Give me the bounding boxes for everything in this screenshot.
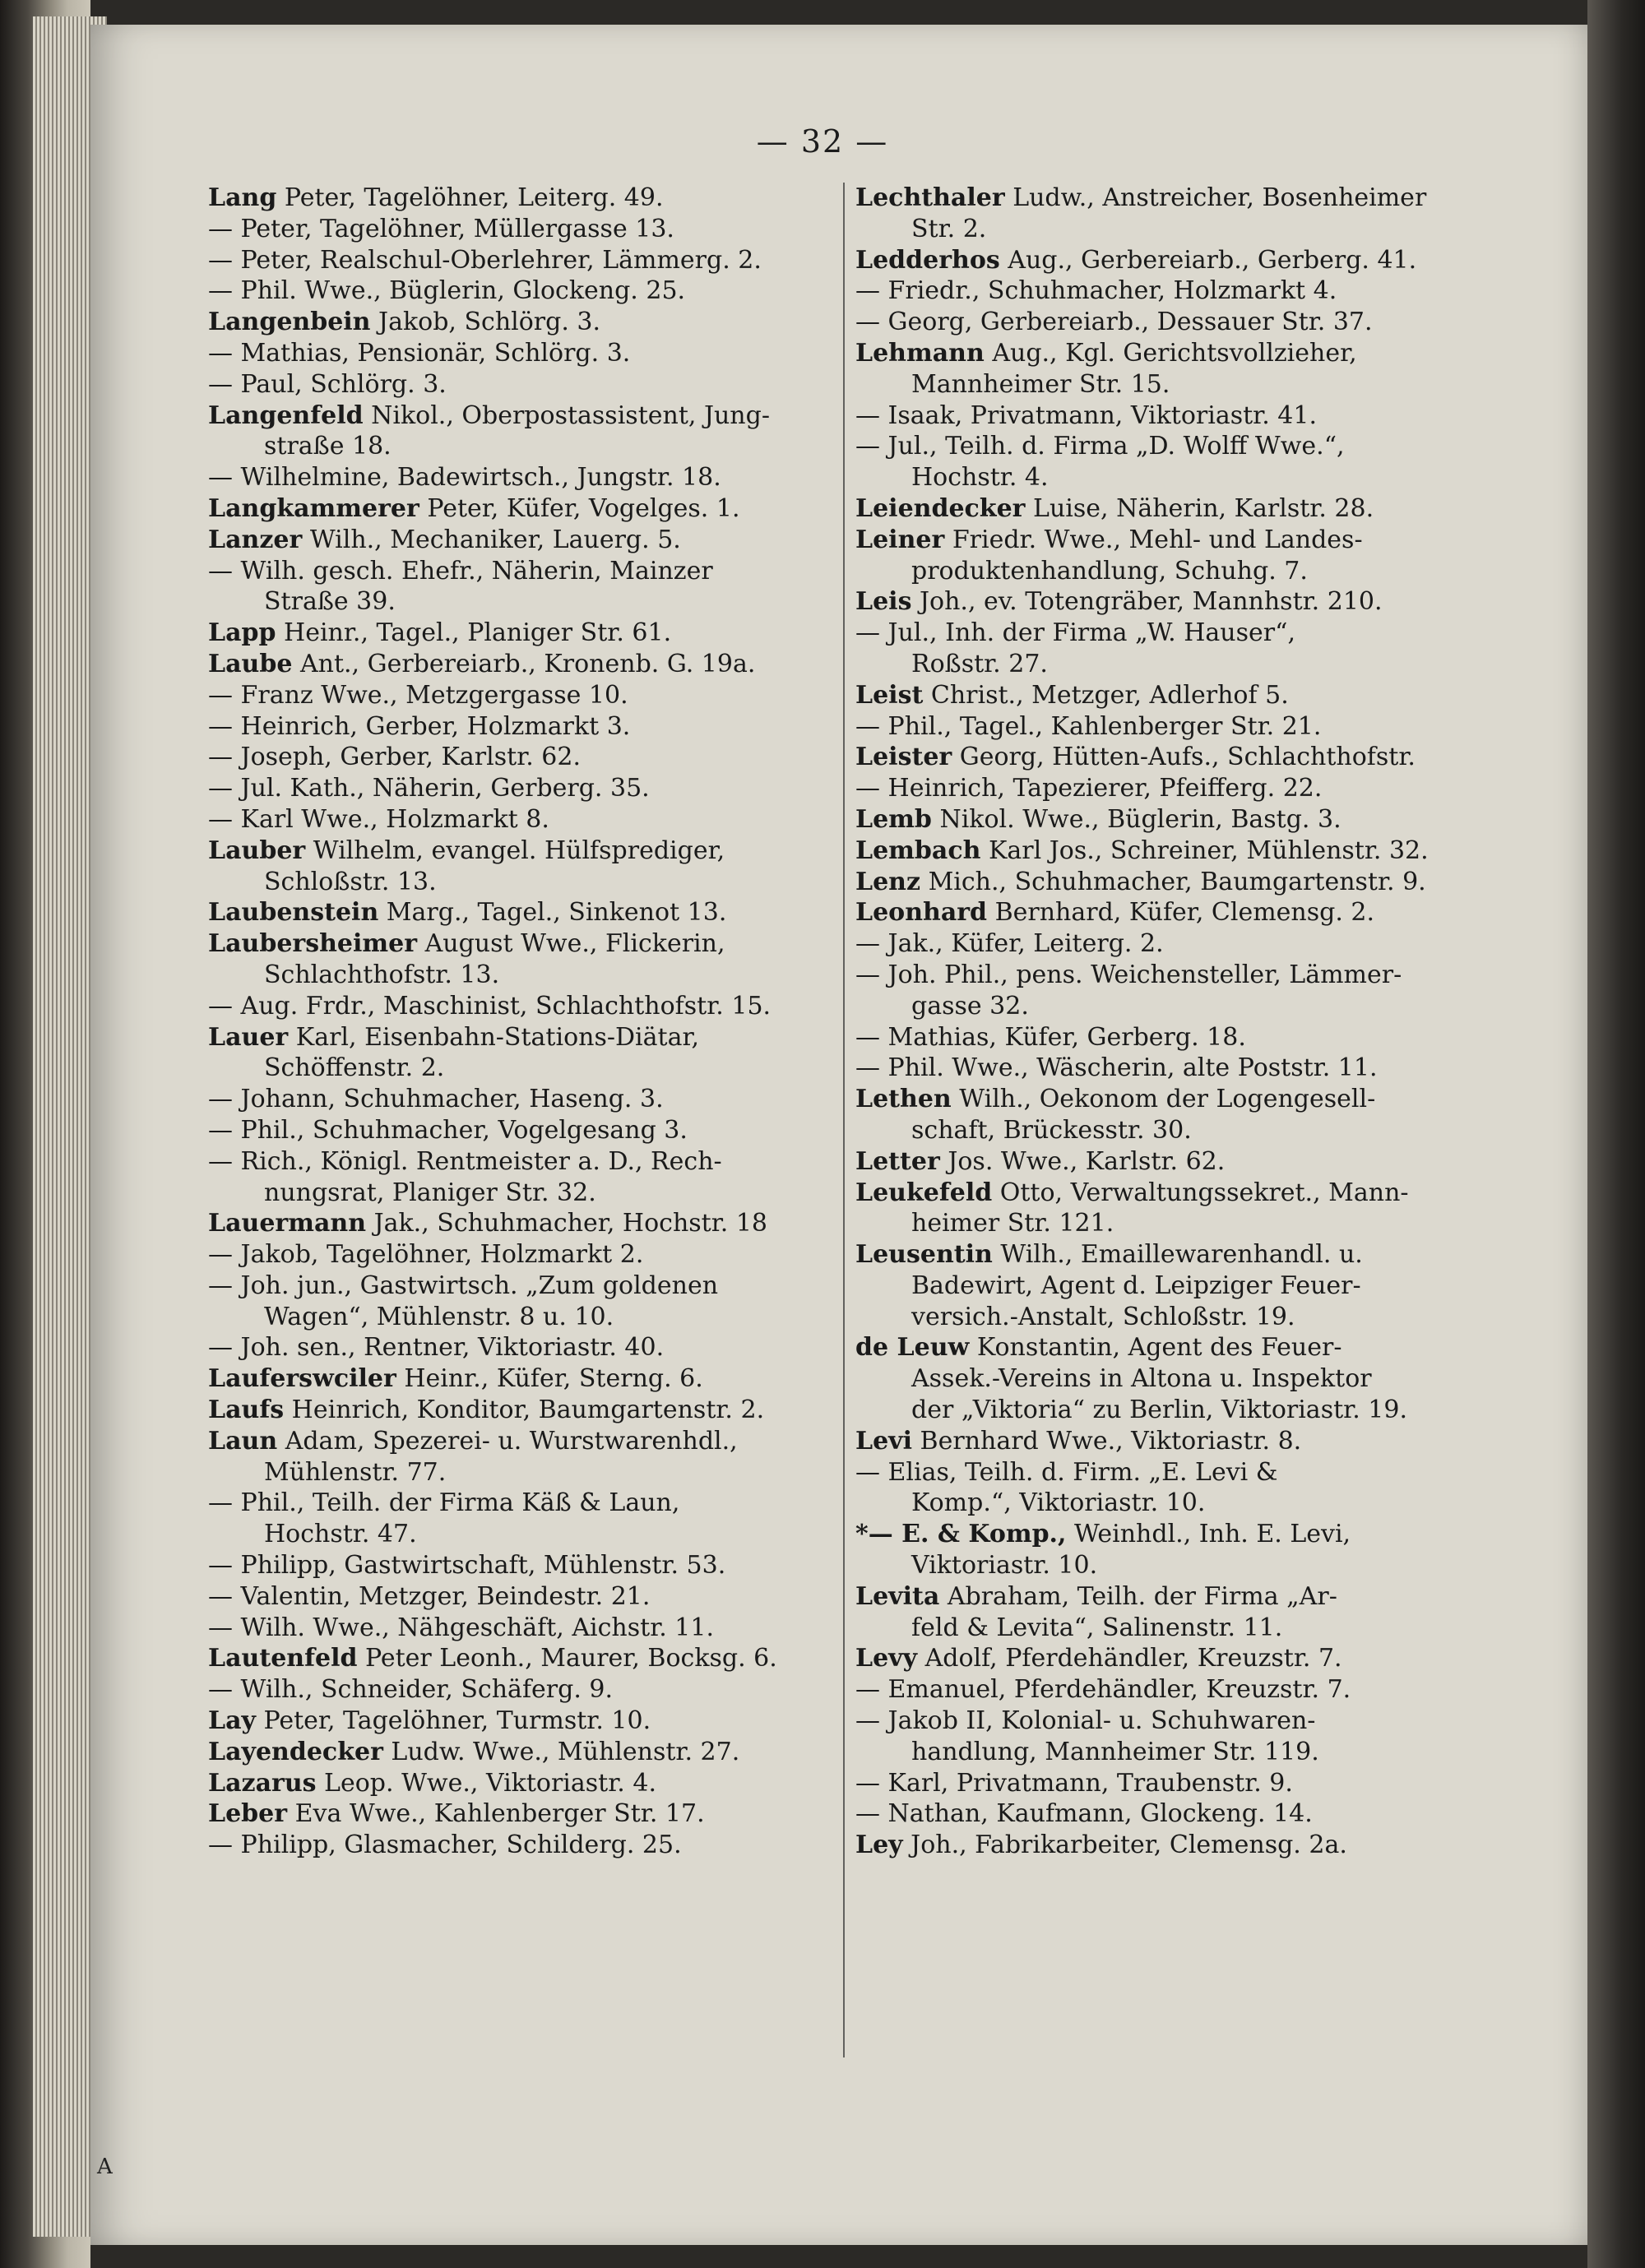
directory-entry: [855, 742, 1497, 773]
directory-entry: [855, 1178, 1497, 1209]
directory-entry: [855, 400, 1497, 432]
entry-details: Ant., Gerbereiarb., Kronenb. G. 19a.: [292, 649, 756, 678]
directory-entry: [208, 1115, 850, 1146]
entry-details: feld & Levita“, Salinenstr. 11.: [911, 1613, 1283, 1642]
directory-entry: [855, 618, 1497, 649]
directory-entry: [855, 897, 1497, 928]
directory-entry: [208, 400, 850, 432]
directory-entry: [208, 1768, 850, 1799]
entry-details: gasse 32.: [911, 991, 1029, 1021]
entry-continuation: [855, 649, 1497, 680]
entry-details: Marg., Tagel., Sinkenot 13.: [378, 898, 727, 928]
entry-surname: Lemb: [855, 804, 932, 834]
directory-entry: [855, 1146, 1497, 1178]
entry-surname: Leiendecker: [855, 493, 1026, 523]
entry-details: heimer Str. 121.: [911, 1209, 1114, 1238]
entry-details: — Karl Wwe., Holzmarkt 8.: [208, 804, 549, 834]
directory-entry: [208, 1613, 850, 1644]
directory-entry: [208, 214, 850, 245]
directory-entry: [208, 1084, 850, 1115]
entry-details: Weinhdl., Inh. E. Levi,: [1066, 1520, 1351, 1549]
directory-entry: [208, 183, 850, 214]
entry-details: Joh., Fabrikarbeiter, Clemensg. 2a.: [902, 1831, 1347, 1860]
entry-continuation: [855, 1115, 1497, 1146]
entry-details: — Paul, Schlörg. 3.: [208, 369, 447, 399]
entry-details: Adolf, Pferdehändler, Kreuzstr. 7.: [917, 1644, 1342, 1673]
entry-details: Peter, Küfer, Vogelges. 1.: [419, 493, 740, 523]
entry-details: Komp.“, Viktoriastr. 10.: [911, 1488, 1206, 1518]
entry-details: produktenhandlung, Schuhg. 7.: [911, 556, 1308, 586]
entry-surname: Lazarus: [208, 1768, 317, 1798]
directory-entry: [208, 556, 850, 587]
directory-entry: [855, 493, 1497, 525]
entry-continuation: [855, 462, 1497, 493]
directory-entry: [208, 1426, 850, 1457]
entry-surname: Lautenfeld: [208, 1644, 358, 1673]
entry-surname: Leister: [855, 743, 952, 772]
entry-details: Nikol., Oberpostassistent, Jung-: [363, 400, 770, 430]
entry-surname: Laubersheimer: [208, 929, 418, 959]
directory-entry: [208, 1022, 850, 1053]
entry-details: Heinr., Küfer, Sterng. 6.: [396, 1364, 703, 1394]
entry-details: Joh., ev. Totengräber, Mannhstr. 210.: [911, 587, 1383, 617]
entry-details: — Jakob, Tagelöhner, Holzmarkt 2.: [208, 1240, 644, 1270]
entry-details: — Valentin, Metzger, Beindestr. 21.: [208, 1581, 651, 1611]
directory-entry: [208, 804, 850, 835]
directory-entry: [208, 1674, 850, 1706]
entry-surname: Leist: [855, 680, 924, 710]
entry-details: Mannheimer Str. 15.: [911, 369, 1170, 399]
entry-details: Mühlenstr. 77.: [264, 1457, 447, 1487]
right-page-edge: [1587, 0, 1645, 2268]
right-column: [855, 183, 1497, 1861]
entry-surname: Ledderhos: [855, 245, 1000, 275]
directory-entry: [208, 1208, 850, 1239]
entry-details: — Phil., Schuhmacher, Vogelgesang 3.: [208, 1115, 688, 1145]
entry-continuation: [208, 1302, 850, 1333]
entry-details: Aug., Gerbereiarb., Gerberg. 41.: [999, 245, 1417, 275]
directory-entry: [855, 773, 1497, 804]
entry-details: — Joseph, Gerber, Karlstr. 62.: [208, 743, 582, 772]
entry-continuation: [855, 1737, 1497, 1768]
entry-details: Jak., Schuhmacher, Hochstr. 18: [366, 1209, 768, 1238]
directory-entry: [208, 711, 850, 743]
entry-details: — Peter, Realschul-Oberlehrer, Lämmerg. 2.: [208, 245, 762, 275]
entry-continuation: [855, 1613, 1497, 1644]
entry-surname: Levy: [855, 1644, 918, 1673]
entry-details: — Nathan, Kaufmann, Glockeng. 14.: [855, 1799, 1313, 1829]
entry-details: — Joh. jun., Gastwirtsch. „Zum goldenen: [208, 1271, 719, 1300]
directory-entry: [855, 586, 1497, 618]
directory-entry: [208, 742, 850, 773]
entry-details: Ludw. Wwe., Mühlenstr. 27.: [382, 1737, 740, 1766]
entry-details: Viktoriastr. 10.: [911, 1551, 1098, 1581]
entry-details: Peter, Tagelöhner, Turmstr. 10.: [255, 1706, 651, 1736]
entry-surname: Lang: [208, 183, 277, 212]
directory-entry: [855, 525, 1497, 556]
directory-entry: [208, 369, 850, 400]
entry-surname: *— E. & Komp.,: [855, 1520, 1067, 1549]
entry-details: Friedr. Wwe., Mehl- und Landes-: [944, 525, 1363, 554]
entry-surname: Langkammerer: [208, 493, 419, 523]
directory-entry: [208, 462, 850, 493]
entry-surname: Langenfeld: [208, 400, 364, 430]
entry-surname: Leusentin: [855, 1240, 993, 1270]
directory-entry: [208, 1363, 850, 1395]
entry-details: Heinrich, Konditor, Baumgartenstr. 2.: [284, 1396, 765, 1425]
directory-entry: [855, 804, 1497, 835]
entry-details: — Elias, Teilh. d. Firm. „E. Levi &: [855, 1457, 1278, 1487]
directory-entry: [855, 928, 1497, 960]
entry-details: — Karl, Privatmann, Traubenstr. 9.: [855, 1768, 1293, 1798]
entry-details: — Philipp, Glasmacher, Schilderg. 25.: [208, 1831, 682, 1860]
directory-entry: [208, 1332, 850, 1363]
entry-details: Wilh., Mechaniker, Lauerg. 5.: [302, 525, 681, 554]
entry-surname: Laufs: [208, 1396, 285, 1425]
entry-details: Hochstr. 47.: [264, 1520, 417, 1549]
directory-entry: [855, 1239, 1497, 1271]
directory-entry: [208, 680, 850, 711]
entry-details: Jakob, Schlörg. 3.: [370, 308, 601, 337]
entry-details: — Philipp, Gastwirtschaft, Mühlenstr. 53.: [208, 1551, 726, 1581]
entry-details: — Isaak, Privatmann, Viktoriastr. 41.: [855, 400, 1317, 430]
directory-entry: [208, 1395, 850, 1426]
entry-surname: Laube: [208, 649, 293, 678]
entry-continuation: [855, 1271, 1497, 1302]
entry-surname: Laubenstein: [208, 898, 379, 928]
directory-entry: [208, 649, 850, 680]
entry-surname: Lauber: [208, 835, 306, 865]
entry-continuation: [855, 1363, 1497, 1395]
entry-details: Heinr., Tagel., Planiger Str. 61.: [276, 618, 672, 648]
directory-entry: [208, 338, 850, 369]
entry-surname: Levi: [855, 1426, 913, 1456]
entry-details: der „Viktoria“ zu Berlin, Viktoriastr. 19.: [911, 1396, 1407, 1425]
entry-details: Wilhelm, evangel. Hülfsprediger,: [305, 835, 725, 865]
directory-entry: [208, 1488, 850, 1519]
directory-entry: [855, 245, 1497, 276]
entry-details: — Joh. sen., Rentner, Viktoriastr. 40.: [208, 1333, 665, 1363]
entry-surname: Lechthaler: [855, 183, 1005, 212]
entry-continuation: [855, 556, 1497, 587]
entry-details: August Wwe., Flickerin,: [417, 929, 725, 959]
directory-entry: [855, 1768, 1497, 1799]
entry-continuation: [208, 586, 850, 618]
entry-details: Jos. Wwe., Karlstr. 62.: [939, 1146, 1226, 1176]
directory-entry: [208, 307, 850, 338]
entry-surname: Lehmann: [855, 338, 985, 368]
entry-continuation: [208, 867, 850, 898]
directory-entry: [855, 1798, 1497, 1830]
entry-details: straße 18.: [264, 432, 392, 461]
directory-entry: [208, 991, 850, 1022]
entry-details: Bernhard Wwe., Viktoriastr. 8.: [912, 1426, 1302, 1456]
directory-entry: [208, 1643, 850, 1674]
directory-entry: [208, 1581, 850, 1613]
entry-details: — Peter, Tagelöhner, Müllergasse 13.: [208, 214, 674, 243]
directory-entry: [855, 338, 1497, 369]
directory-entry: [855, 1674, 1497, 1706]
entry-details: Mich., Schuhmacher, Baumgartenstr. 9.: [920, 867, 1426, 896]
entry-details: — Emanuel, Pferdehändler, Kreuzstr. 7.: [855, 1675, 1351, 1705]
entry-details: Georg, Hütten-Aufs., Schlachthofstr.: [952, 743, 1416, 772]
directory-entry: [855, 867, 1497, 898]
directory-entry: [855, 307, 1497, 338]
entry-continuation: [208, 1053, 850, 1084]
entry-details: — Heinrich, Gerber, Holzmarkt 3.: [208, 711, 631, 741]
directory-entry: [208, 1830, 850, 1861]
page-number: — 32 —: [756, 123, 889, 160]
directory-entry: [208, 1271, 850, 1302]
entry-surname: Lay: [208, 1706, 256, 1736]
directory-entry: [208, 493, 850, 525]
entry-surname: Lauer: [208, 1022, 289, 1052]
entry-surname: Lembach: [855, 835, 981, 865]
directory-entry: [855, 1332, 1497, 1363]
entry-details: — Jul., Inh. der Firma „W. Hauser“,: [855, 618, 1295, 648]
entry-details: — Phil. Wwe., Wäscherin, alte Poststr. 11.: [855, 1053, 1378, 1083]
directory-entry: [855, 1706, 1497, 1737]
entry-surname: Lenz: [855, 867, 921, 896]
entry-details: — Wilh., Schneider, Schäferg. 9.: [208, 1675, 614, 1705]
entry-details: — Phil. Wwe., Büglerin, Glockeng. 25.: [208, 276, 686, 306]
entry-continuation: [208, 960, 850, 991]
entry-details: — Georg, Gerbereiarb., Dessauer Str. 37.: [855, 308, 1373, 337]
entry-details: — Wilhelmine, Badewirtsch., Jungstr. 18.: [208, 463, 721, 493]
entry-details: versich.-Anstalt, Schloßstr. 19.: [911, 1302, 1295, 1331]
entry-continuation: [855, 1488, 1497, 1519]
entry-continuation: [855, 369, 1497, 400]
entry-details: — Jakob II, Kolonial- u. Schuhwaren-: [855, 1706, 1316, 1736]
directory-entry: [208, 835, 850, 867]
directory-entry: [855, 1022, 1497, 1053]
entry-details: Wilh., Emaillewarenhandl. u.: [992, 1240, 1363, 1270]
directory-entry: [208, 773, 850, 804]
entry-surname: Leiner: [855, 525, 945, 554]
entry-details: Straße 39.: [264, 587, 396, 617]
directory-entry: [855, 1426, 1497, 1457]
entry-details: — Phil., Tagel., Kahlenberger Str. 21.: [855, 711, 1322, 741]
entry-details: Konstantin, Agent des Feuer-: [969, 1333, 1342, 1363]
entry-details: Peter Leonh., Maurer, Bocksg. 6.: [357, 1644, 777, 1673]
entry-details: Schöffenstr. 2.: [264, 1053, 445, 1083]
entry-details: Schloßstr. 13.: [264, 867, 437, 896]
directory-entry: [855, 1643, 1497, 1674]
entry-details: Aug., Kgl. Gerichtsvollzieher,: [984, 338, 1357, 368]
entry-details: — Jul. Kath., Näherin, Gerberg. 35.: [208, 774, 650, 803]
directory-entry: [855, 183, 1497, 214]
entry-continuation: [855, 1550, 1497, 1581]
directory-entry: [208, 618, 850, 649]
entry-details: Abraham, Teilh. der Firma „Ar-: [939, 1581, 1337, 1611]
entry-details: Otto, Verwaltungssekret., Mann-: [992, 1178, 1409, 1207]
entry-details: Wilh., Oekonom der Logengesell-: [951, 1085, 1376, 1114]
left-column: [208, 183, 850, 1861]
entry-surname: Leis: [855, 587, 912, 617]
entry-details: — Wilh. gesch. Ehefr., Näherin, Mainzer: [208, 556, 713, 586]
directory-entry: [208, 1737, 850, 1768]
entry-surname: Lapp: [208, 618, 276, 648]
entry-details: — Friedr., Schuhmacher, Holzmarkt 4.: [855, 276, 1337, 306]
entry-surname: Leber: [208, 1799, 288, 1829]
entry-surname: de Leuw: [855, 1333, 970, 1363]
entry-details: — Phil., Teilh. der Firma Käß & Laun,: [208, 1488, 680, 1518]
directory-entry: [855, 275, 1497, 307]
entry-details: — Mathias, Küfer, Gerberg. 18.: [855, 1022, 1246, 1052]
entry-details: — Mathias, Pensionär, Schlörg. 3.: [208, 338, 631, 368]
directory-entry: [208, 1550, 850, 1581]
entry-details: Karl Jos., Schreiner, Mühlenstr. 32.: [980, 835, 1429, 865]
entry-details: — Aug. Frdr., Maschinist, Schlachthofstr. 15.: [208, 991, 772, 1021]
entry-surname: Letter: [855, 1146, 940, 1176]
entry-details: — Wilh. Wwe., Nähgeschäft, Aichstr. 11.: [208, 1613, 715, 1642]
directory-entry: [855, 835, 1497, 867]
directory-entry: [855, 711, 1497, 743]
entry-surname: Lanzer: [208, 525, 303, 554]
entry-details: — Rich., Königl. Rentmeister a. D., Rech-: [208, 1146, 722, 1176]
directory-entry: [855, 431, 1497, 462]
entry-surname: Levita: [855, 1581, 940, 1611]
entry-details: Bernhard, Küfer, Clemensg. 2.: [987, 898, 1375, 928]
entry-details: Adam, Spezerei- u. Wurstwarenhdl.,: [277, 1426, 738, 1456]
directory-entry: [208, 1239, 850, 1271]
entry-surname: Langenbein: [208, 308, 371, 337]
entry-continuation: [855, 214, 1497, 245]
entry-continuation: [855, 991, 1497, 1022]
entry-surname: Lethen: [855, 1085, 952, 1114]
directory-entry: [208, 1706, 850, 1737]
entry-surname: Layendecker: [208, 1737, 383, 1766]
entry-details: Eva Wwe., Kahlenberger Str. 17.: [287, 1799, 705, 1829]
entry-continuation: [855, 1395, 1497, 1426]
entry-details: Luise, Näherin, Karlstr. 28.: [1025, 493, 1374, 523]
entry-surname: Lauermann: [208, 1209, 367, 1238]
directory-entry: [208, 928, 850, 960]
directory-entry: [855, 1830, 1497, 1861]
entry-details: Roßstr. 27.: [911, 649, 1048, 678]
directory-entry: [855, 1053, 1497, 1084]
directory-entry: [855, 1519, 1497, 1550]
entry-continuation: [208, 1457, 850, 1488]
entry-details: Leop. Wwe., Viktoriastr. 4.: [316, 1768, 656, 1798]
entry-details: Hochstr. 4.: [911, 463, 1049, 493]
entry-details: Assek.-Vereins in Altona u. Inspektor: [911, 1364, 1372, 1394]
entry-details: Str. 2.: [911, 214, 987, 243]
entry-details: Schlachthofstr. 13.: [264, 960, 500, 989]
entry-details: Wagen“, Mühlenstr. 8 u. 10.: [264, 1302, 614, 1331]
entry-details: Peter, Tagelöhner, Leiterg. 49.: [276, 183, 664, 212]
entry-details: — Jul., Teilh. d. Firma „D. Wolff Wwe.“,: [855, 432, 1345, 461]
entry-details: — Joh. Phil., pens. Weichensteller, Lämmer-: [855, 960, 1402, 989]
directory-entry: [208, 897, 850, 928]
directory-entry: [208, 525, 850, 556]
column-divider: [843, 183, 845, 2057]
directory-entry: [208, 245, 850, 276]
entry-details: Nikol. Wwe., Büglerin, Bastg. 3.: [931, 804, 1341, 834]
entry-surname: Leonhard: [855, 898, 988, 928]
directory-entry: [208, 275, 850, 307]
directory-entry: [855, 1084, 1497, 1115]
entry-surname: Ley: [855, 1831, 903, 1860]
entry-surname: Lauferswciler: [208, 1364, 396, 1394]
entry-details: handlung, Mannheimer Str. 119.: [911, 1737, 1319, 1766]
entry-details: — Johann, Schuhmacher, Haseng. 3.: [208, 1085, 664, 1114]
directory-entry: [208, 1798, 850, 1830]
directory-entry: [855, 960, 1497, 991]
entry-details: Karl, Eisenbahn-Stations-Diätar,: [288, 1022, 700, 1052]
entry-surname: Leukefeld: [855, 1178, 993, 1207]
entry-continuation: [208, 1178, 850, 1209]
entry-details: — Heinrich, Tapezierer, Pfeifferg. 22.: [855, 774, 1323, 803]
entry-continuation: [855, 1302, 1497, 1333]
entry-details: — Jak., Küfer, Leiterg. 2.: [855, 929, 1164, 959]
directory-entry: [855, 1581, 1497, 1613]
entry-details: nungsrat, Planiger Str. 32.: [264, 1178, 596, 1207]
entry-surname: Laun: [208, 1426, 278, 1456]
directory-entry: [855, 1457, 1497, 1488]
directory-entry: [208, 1146, 850, 1178]
entry-continuation: [208, 1519, 850, 1550]
entry-details: Ludw., Anstreicher, Bosenheimer: [1004, 183, 1427, 212]
entry-continuation: [855, 1208, 1497, 1239]
entry-details: — Franz Wwe., Metzgergasse 10.: [208, 680, 628, 710]
entry-details: Christ., Metzger, Adlerhof 5.: [923, 680, 1289, 710]
entry-details: schaft, Brückesstr. 30.: [911, 1115, 1192, 1145]
directory-entry: [855, 680, 1497, 711]
entry-details: Badewirt, Agent d. Leipziger Feuer-: [911, 1271, 1361, 1300]
corner-mark: A: [97, 2155, 113, 2179]
entry-continuation: [208, 431, 850, 462]
